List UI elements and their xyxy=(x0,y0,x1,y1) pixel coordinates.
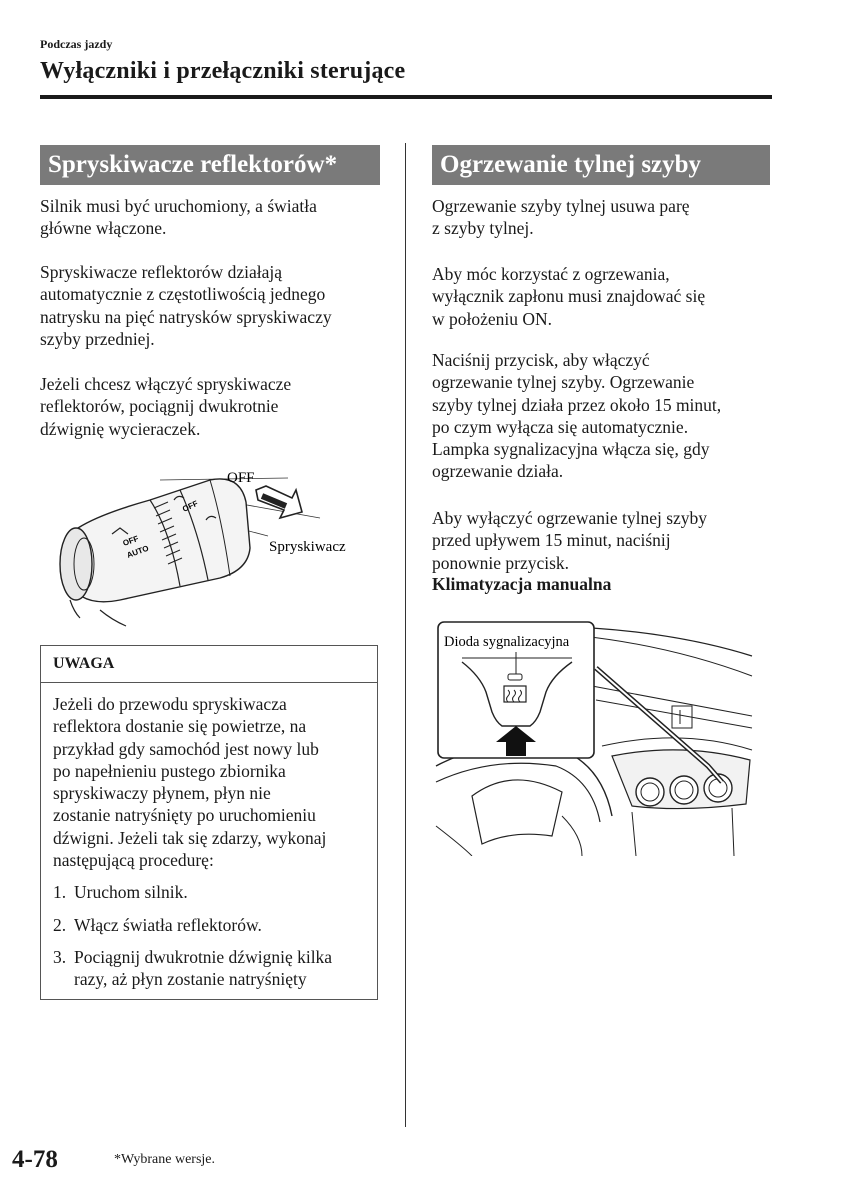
step-number: 1. xyxy=(53,882,67,903)
chapter-title: Wyłączniki i przełączniki sterujące xyxy=(40,58,406,84)
text-line: natrysku na pięć natrysków spryskiwaczy xyxy=(40,306,332,327)
indicator-led-icon xyxy=(508,674,522,680)
list-item xyxy=(41,881,377,903)
text-line: po czym wyłącza się automatycznie. xyxy=(432,416,689,437)
text-line: dźwigni. Jeżeli tak się zdarzy, wykonaj xyxy=(53,827,327,848)
text-line: Spryskiwacze reflektorów działają xyxy=(40,262,282,282)
column-divider xyxy=(405,143,406,1127)
text-line: przed upływem 15 minut, naciśnij xyxy=(432,530,671,551)
text-line: zostanie natryśnięty po uruchomieniu xyxy=(53,805,316,826)
wiper-stalk-illustration xyxy=(40,460,385,630)
text-line: Ogrzewanie szyby tylnej usuwa parę xyxy=(432,196,690,216)
text-line: wyłącznik zapłonu musi znajdować się xyxy=(432,286,706,307)
dash-line xyxy=(582,636,752,676)
heading-headlight-washers: Spryskiwacze reflektorów* xyxy=(40,145,380,185)
text-line: po napełnieniu pustego zbiornika xyxy=(53,760,286,781)
caution-box xyxy=(40,645,378,1000)
text-line: szyby przedniej. xyxy=(40,328,155,349)
text-line: reflektora dostanie się powietrze, na xyxy=(53,716,307,737)
text-line: spryskiwaczy płynem, płyn nie xyxy=(53,783,271,804)
right-paragraph-3 xyxy=(432,349,721,483)
text-line: Włącz światła reflektorów. xyxy=(74,914,262,935)
right-paragraph-2 xyxy=(432,263,705,330)
text-line: Aby wyłączyć ogrzewanie tylnej szyby xyxy=(432,508,708,528)
stalk-text: AUTO xyxy=(125,543,150,560)
washer-label: Spryskiwacz xyxy=(269,539,346,555)
caution-body xyxy=(41,683,377,871)
procedure-list xyxy=(41,881,377,990)
list-item xyxy=(41,914,377,936)
text-line: reflektorów, pociągnij dwukrotnie xyxy=(40,396,279,417)
text-line: ogrzewanie działa. xyxy=(432,461,564,482)
footnote: *Wybrane wersje. xyxy=(114,1152,216,1167)
text-line: ogrzewanie tylnej szyby. Ogrzewanie xyxy=(432,372,695,393)
text-line: Jeżeli chcesz włączyć spryskiwacze xyxy=(40,374,292,394)
list-item xyxy=(41,946,377,991)
indicator-label: Dioda sygnalizacyjna xyxy=(444,634,570,650)
off-label: OFF xyxy=(227,470,255,486)
text-line: przykład gdy samochód jest nowy lub xyxy=(53,738,319,759)
stalk-body xyxy=(66,479,250,602)
text-line: dźwignię wycieraczek. xyxy=(40,418,201,439)
text-line: szyby tylnej działa przez około 15 minut, xyxy=(432,394,722,415)
text-line: Naciśnij przycisk, aby włączyć xyxy=(432,350,650,370)
text-line: Jeżeli do przewodu spryskiwacza xyxy=(53,694,287,714)
step-number: 3. xyxy=(53,946,67,967)
text-line: Uruchom silnik. xyxy=(74,882,188,903)
steering-hub xyxy=(472,780,562,844)
text-line: Lampka sygnalizacyjna włącza się, gdy xyxy=(432,439,710,460)
dashboard-illustration xyxy=(432,616,772,856)
left-paragraph-1 xyxy=(40,195,317,240)
title-rule xyxy=(40,95,772,99)
left-paragraph-3 xyxy=(40,373,291,440)
right-paragraph-4 xyxy=(432,507,707,574)
text-line: ponownie przycisk. xyxy=(432,552,570,573)
text-line: z szyby tylnej. xyxy=(432,218,534,239)
text-line: w położeniu ON. xyxy=(432,308,553,329)
section-label: Podczas jazdy xyxy=(40,37,113,51)
page-number: 4-78 xyxy=(12,1146,58,1173)
text-line: Silnik musi być uruchomiony, a światła xyxy=(40,196,317,216)
dash-line xyxy=(596,700,752,728)
text-line: Pociągnij dwukrotnie dźwignię kilka xyxy=(74,946,333,967)
text-line: Aby móc korzystać z ogrzewania, xyxy=(432,264,670,284)
text-line: razy, aż płyn zostanie natryśnięty xyxy=(74,969,307,990)
right-paragraph-1 xyxy=(432,195,690,240)
step-number: 2. xyxy=(53,914,67,935)
climate-knob xyxy=(636,778,664,806)
text-line: następującą procedurę: xyxy=(53,850,214,871)
stalk-text: OFF xyxy=(121,533,140,548)
stalk-text: OFF xyxy=(181,498,200,514)
caution-title: UWAGA xyxy=(41,646,377,683)
text-line: automatycznie z częstotliwością jednego xyxy=(40,284,326,305)
left-paragraph-2 xyxy=(40,261,332,350)
shroud-line xyxy=(70,600,80,618)
shroud-line xyxy=(100,610,126,626)
heading-rear-defroster: Ogrzewanie tylnej szyby xyxy=(432,145,770,185)
climate-knob xyxy=(670,776,698,804)
text-line: główne włączone. xyxy=(40,218,167,239)
subheading-manual-ac: Klimatyzacja manualna xyxy=(432,574,612,594)
